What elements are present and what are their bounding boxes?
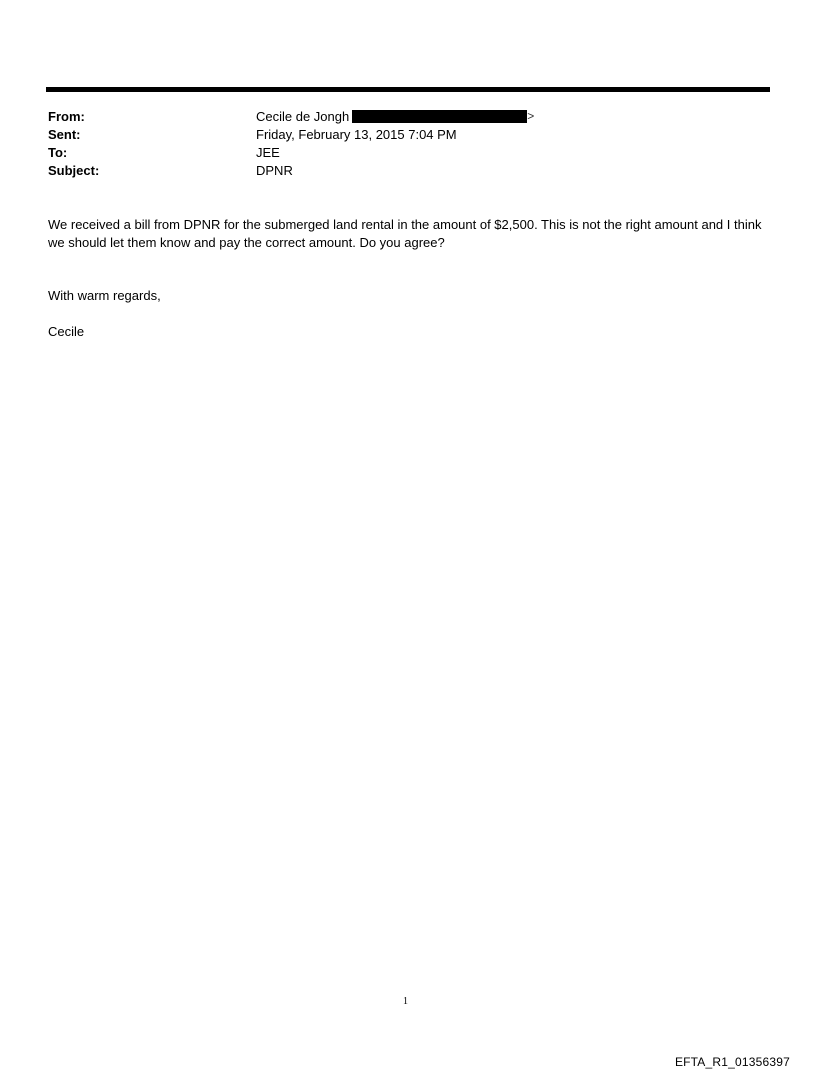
- to-row: [48, 144, 768, 162]
- subject-row: [48, 162, 768, 180]
- email-body: We received a bill from DPNR for the submerged land rental in the amount of $2,500. This is not the right amount and I think we should let them know and pay the correct amount. Do you agree?: [48, 217, 762, 250]
- from-row: [48, 108, 768, 126]
- email-signature: Cecile: [48, 324, 85, 339]
- email-closing: With warm regards,: [48, 288, 161, 303]
- sent-row: [48, 126, 768, 144]
- from-value: [256, 108, 535, 126]
- sender-name: Cecile de Jongh: [256, 109, 350, 124]
- page-number: 1: [403, 996, 408, 1007]
- document-id: EFTA_R1_01356397: [674, 1055, 790, 1069]
- sent-label: Sent:: [48, 127, 81, 142]
- subject-label: Subject:: [48, 163, 100, 178]
- redaction-tail: >: [527, 109, 535, 123]
- to-value: JEE: [256, 145, 280, 160]
- redaction-block: [352, 109, 535, 123]
- email-header: [48, 108, 768, 180]
- header-divider: [46, 87, 770, 92]
- to-label: To:: [48, 145, 68, 160]
- subject-value: DPNR: [256, 163, 293, 178]
- from-label: From:: [48, 109, 85, 124]
- sent-value: Friday, February 13, 2015 7:04 PM: [256, 127, 457, 142]
